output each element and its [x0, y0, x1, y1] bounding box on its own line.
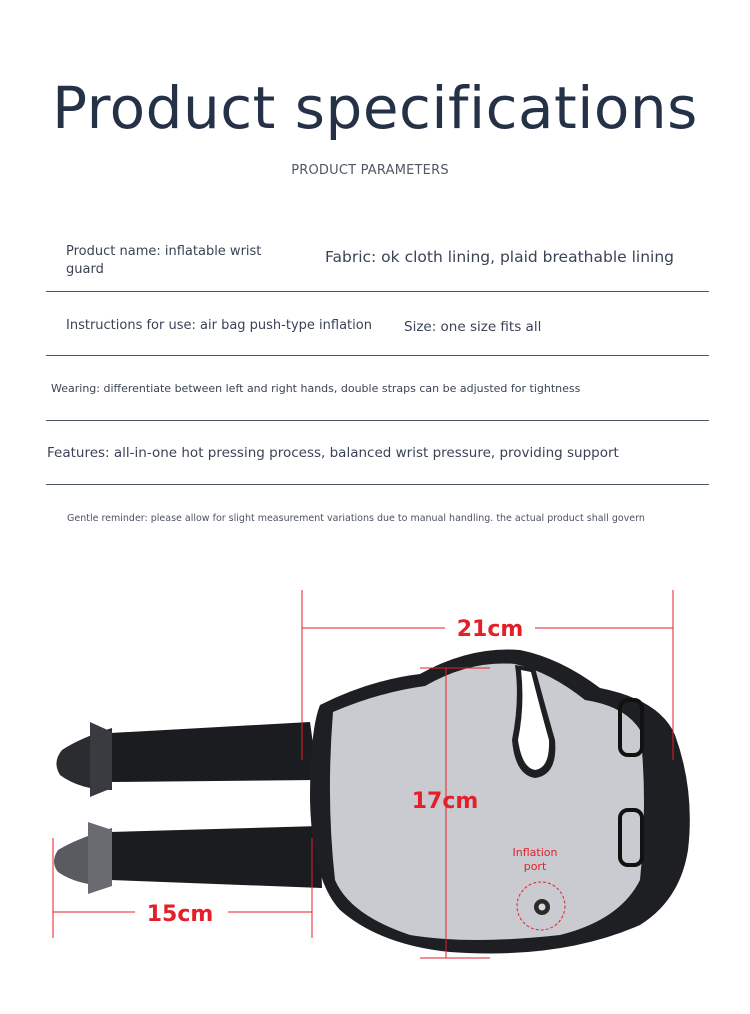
product-dimension-diagram [0, 580, 750, 980]
divider [46, 484, 709, 485]
divider [46, 355, 709, 356]
height-label: 17cm [411, 789, 479, 814]
divider [46, 291, 709, 292]
inflation-port-label-2: port [523, 860, 547, 873]
spec-wearing: Wearing: differentiate between left and right hands, double straps can be adjusted for tightness [51, 382, 581, 395]
divider [46, 420, 709, 421]
spec-product-name: Product name: inflatable wrist guard [66, 244, 262, 277]
spec-size: Size: one size fits all [404, 319, 542, 335]
spec-instructions: Instructions for use: air bag push-type inflation [66, 318, 372, 333]
strap-upper [56, 722, 318, 797]
inflation-port-label-1: Inflation [512, 846, 558, 859]
section-subtitle: PRODUCT PARAMETERS [291, 163, 449, 178]
strap-length-label: 15cm [146, 902, 214, 927]
width-label: 21cm [456, 617, 524, 642]
spec-features: Features: all-in-one hot pressing process, balanced wrist pressure, providing support [47, 445, 619, 461]
wrist-guard-pad [310, 650, 690, 954]
spec-fabric: Fabric: ok cloth lining, plaid breathable lining [325, 248, 674, 266]
spec-reminder: Gentle reminder: please allow for slight measurement variations due to manual handling. the actual product shall govern [67, 513, 645, 524]
page-title: Product specifications [52, 74, 698, 142]
strap-lower [54, 822, 322, 894]
